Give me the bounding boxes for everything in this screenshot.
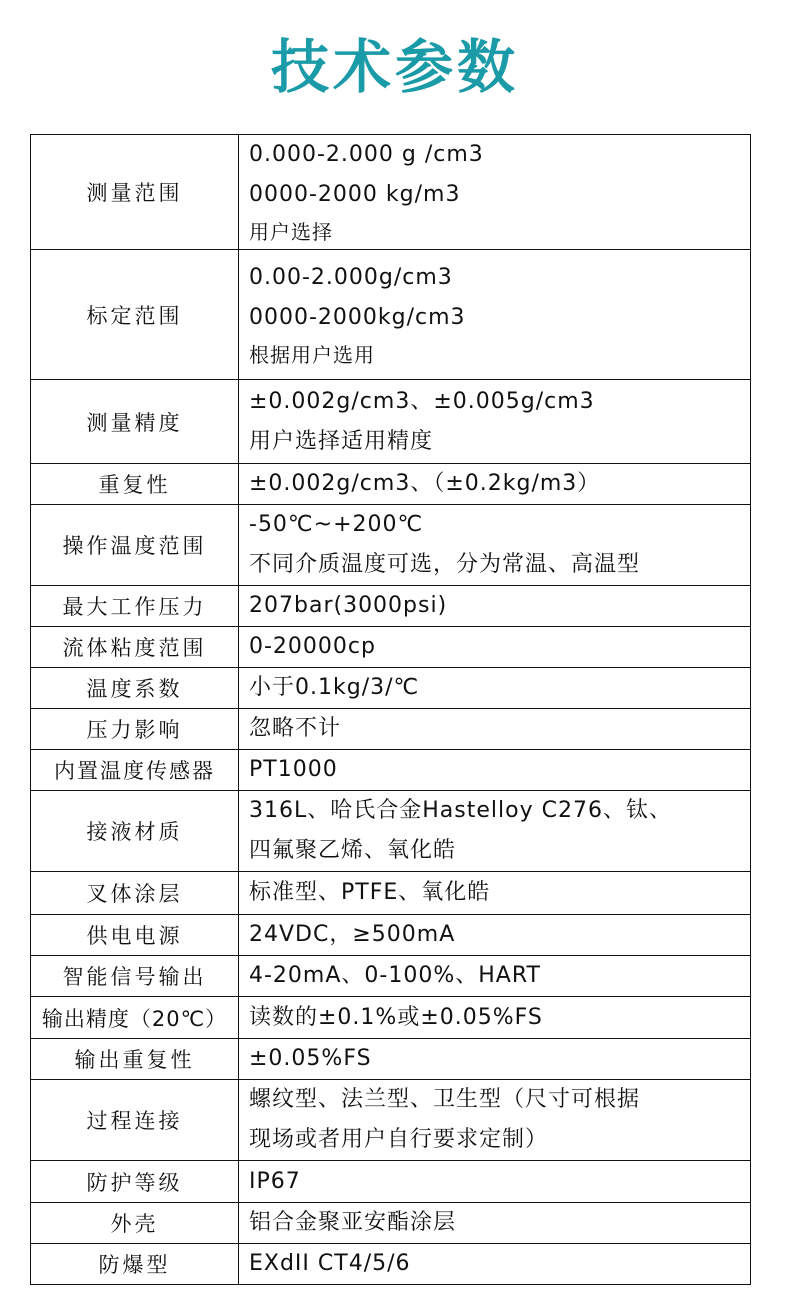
spec-value-line: 铝合金聚亚安酯涂层: [249, 1210, 457, 1235]
spec-value-line: 0.000-2.000 g /cm3: [249, 142, 484, 167]
spec-value-line: 316L、哈氏合金Hastelloy C276、钛、: [249, 798, 672, 823]
spec-label: 温度系数: [31, 668, 239, 709]
spec-table: [30, 134, 751, 1285]
spec-value-line: 24VDC，≥500mA: [249, 922, 456, 947]
spec-value: [239, 464, 751, 505]
spec-value-line: 4-20mA、0-100%、HART: [249, 963, 541, 988]
spec-row: [31, 505, 751, 586]
spec-value: [239, 915, 751, 956]
spec-label: 最大工作压力: [31, 586, 239, 627]
spec-value-line: ±0.002g/cm3、±0.005g/cm3: [249, 388, 595, 414]
spec-value: [239, 791, 751, 872]
spec-label: 流体粘度范围: [31, 627, 239, 668]
spec-label: 压力影响: [31, 709, 239, 750]
spec-row: [31, 709, 751, 750]
spec-value-line: 标准型、PTFE、氧化皓: [249, 880, 491, 905]
spec-label: 叉体涂层: [31, 872, 239, 915]
spec-value: [239, 1203, 751, 1244]
spec-value-line: 螺纹型、法兰型、卫生型（尺寸可根据: [249, 1087, 641, 1112]
spec-label: 内置温度传感器: [31, 750, 239, 791]
spec-value-line: 207bar(3000psi): [249, 593, 448, 618]
spec-value-line: 根据用户选用: [249, 342, 375, 367]
spec-row: [31, 956, 751, 997]
page-title: 技术参数: [270, 33, 519, 101]
spec-value-line: 小于0.1kg/3/℃: [249, 675, 420, 700]
spec-value-line: ±0.05%FS: [249, 1046, 372, 1071]
spec-row: [31, 135, 751, 250]
spec-label: 操作温度范围: [31, 505, 239, 586]
spec-row: [31, 586, 751, 627]
spec-value: [239, 627, 751, 668]
spec-value: [239, 709, 751, 750]
spec-value-line: PT1000: [249, 757, 338, 782]
spec-row: [31, 668, 751, 709]
spec-value-line: -50℃~+200℃: [249, 512, 424, 537]
spec-row: [31, 627, 751, 668]
spec-value: [239, 1244, 751, 1285]
spec-row: [31, 997, 751, 1039]
spec-row: [31, 1203, 751, 1244]
spec-value: [239, 872, 751, 915]
spec-value-line: 0-20000cp: [249, 634, 376, 659]
spec-value-line: 用户选择: [249, 220, 333, 244]
spec-value: [239, 1080, 751, 1161]
spec-value-line: EXdII CT4/5/6: [249, 1251, 411, 1276]
spec-value-line: 不同介质温度可选，分为常温、高温型: [249, 552, 641, 577]
spec-value: [239, 135, 751, 250]
spec-label: 过程连接: [31, 1080, 239, 1161]
spec-row: [31, 464, 751, 505]
spec-value-line: 现场或者用户自行要求定制）: [249, 1127, 549, 1152]
spec-value-line: IP67: [249, 1168, 301, 1194]
spec-value: [239, 956, 751, 997]
spec-row: [31, 1039, 751, 1080]
spec-label: 测量精度: [31, 380, 239, 464]
spec-label: 标定范围: [31, 250, 239, 380]
spec-value: [239, 586, 751, 627]
spec-row: [31, 1244, 751, 1285]
spec-label: 供电电源: [31, 915, 239, 956]
spec-row: [31, 250, 751, 380]
spec-row: [31, 872, 751, 915]
spec-value-line: 用户选择适用精度: [249, 428, 434, 454]
spec-row: [31, 791, 751, 872]
spec-row: [31, 1080, 751, 1161]
spec-value: [239, 997, 751, 1039]
spec-value: [239, 750, 751, 791]
spec-label: 智能信号输出: [31, 956, 239, 997]
spec-row: [31, 750, 751, 791]
spec-row: [31, 380, 751, 464]
spec-row: [31, 1161, 751, 1203]
spec-label: 接液材质: [31, 791, 239, 872]
spec-label: 输出重复性: [31, 1039, 239, 1080]
spec-label: 重复性: [31, 464, 239, 505]
spec-value: [239, 1161, 751, 1203]
spec-label: 防护等级: [31, 1161, 239, 1203]
spec-row: [31, 915, 751, 956]
spec-value: [239, 1039, 751, 1080]
spec-value: [239, 668, 751, 709]
spec-label: 防爆型: [31, 1244, 239, 1285]
spec-value-line: 四氟聚乙烯、氧化皓: [249, 838, 457, 863]
spec-value-line: ±0.002g/cm3、（±0.2kg/m3）: [249, 471, 601, 496]
spec-value: [239, 380, 751, 464]
spec-value: [239, 250, 751, 380]
spec-label: 测量范围: [31, 135, 239, 250]
spec-value-line: 0.00-2.000g/cm3: [249, 264, 453, 290]
spec-value-line: 读数的±0.1%或±0.05%FS: [249, 1004, 543, 1030]
spec-label: 输出精度（20℃）: [31, 997, 239, 1039]
spec-value-line: 0000-2000 kg/m3: [249, 182, 461, 207]
spec-value: [239, 505, 751, 586]
spec-label: 外壳: [31, 1203, 239, 1244]
spec-value-line: 0000-2000kg/cm3: [249, 304, 466, 330]
spec-table-body: [31, 135, 751, 1285]
spec-value-line: 忽略不计: [249, 716, 342, 741]
